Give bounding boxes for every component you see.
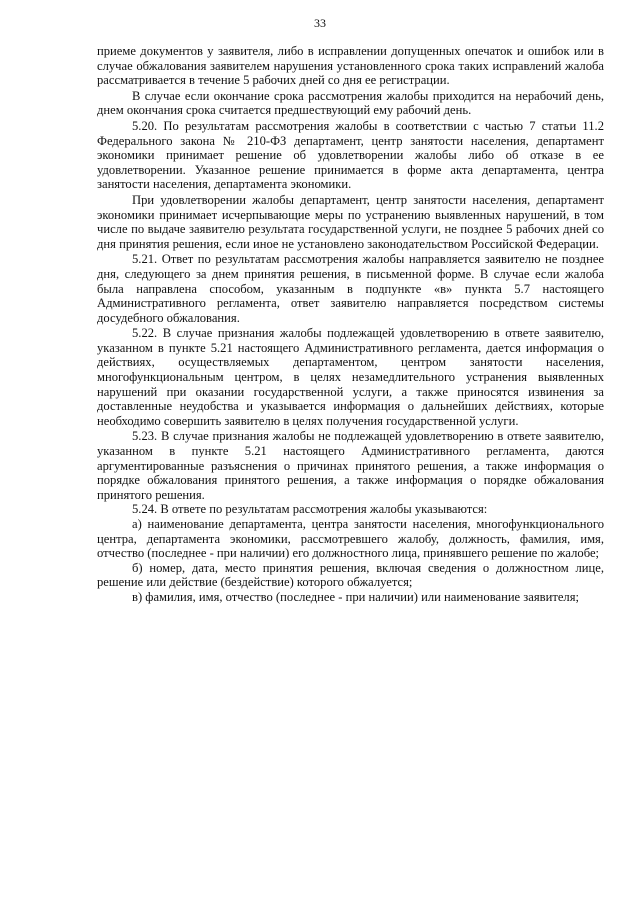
paragraph-continuation: приеме документов у заявителя, либо в исправлении допущенных опечаток и ошибок или в случае обжалования заявителем нарушения установленного срока таких исправлений жалоба рассматривается в течение 5 рабочих дней со дня ее регистрации. — [97, 44, 604, 88]
document-body — [97, 44, 604, 605]
list-item-v: в) фамилия, имя, отчество (последнее - при наличии) или наименование заявителя; — [132, 589, 580, 604]
page-number: 33 — [314, 16, 326, 30]
paragraph-5-22: 5.22. В случае признания жалобы подлежащей удовлетворению в ответе заявителю, указанном в пункте 5.21 настоящего Административного регламента, дается информация о действиях, осуществляемых департаментом, центром занятости населения, многофункциональным центром, в целях незамедлительного устранения выявленных нарушений при оказании государственной услуги, а также приносятся извинения за доставленные неудобства и указывается информация о дальнейших действиях, которые необходимо совершить заявителю в целях получения государственной услуги. — [97, 326, 604, 428]
paragraph-satisfaction-measures: При удовлетворении жалобы департамент, центр занятости населения, департамент экономики принимает исчерпывающие меры по устранению выявленных нарушений, в том числе по выдаче заявителю результата государственной услуги, не позднее 5 рабочих дней со дня принятия решения, если иное не установлено законодательством Российской Федерации. — [97, 192, 604, 251]
paragraph-5-23: 5.23. В случае признания жалобы не подлежащей удовлетворению в ответе заявителю, указанном в пункте 5.21 настоящего Административного регламента, даются аргументированные разъяснения о причинах принятого решения, а также информация о порядке обжалования принятого решения, а также информация о порядке обжалования принятого решения. — [97, 429, 604, 502]
paragraph-5-20: 5.20. По результатам рассмотрения жалобы в соответствии с частью 7 статьи 11.2 Федерального закона № 210-ФЗ департамент, центр занятости населения, департамент экономики принимает решение об удовлетворении жалобы либо об отказе в ее удовлетворении. Указанное решение принимается в форме акта департамента, центра занятости населения, департамента экономики. — [97, 118, 604, 192]
paragraph-5-24: 5.24. В ответе по результатам рассмотрения жалобы указываются: — [132, 502, 488, 517]
paragraph-deadline-nonworking-day: В случае если окончание срока рассмотрения жалобы приходится на нерабочий день, днем окончания срока считается предшествующий ему рабочий день. — [97, 88, 604, 118]
list-item-a: а) наименование департамента, центра занятости населения, многофункционального центра, департамента экономики, рассмотревшего жалобу, должность, фамилия, имя, отчество (последнее - при наличии) его должностного лица, принявшего решение по жалобе; — [97, 517, 604, 561]
paragraph-5-21: 5.21. Ответ по результатам рассмотрения жалобы направляется заявителю не позднее дня, следующего за днем принятия решения, в письменной форме. В случае если жалоба была направлена способом, указанным в подпункте «в» пункта 5.7 настоящего Административного регламента, ответ заявителю направляется посредством системы досудебного обжалования. — [97, 252, 604, 325]
list-item-b: б) номер, дата, место принятия решения, включая сведения о должностном лице, решение или действие (бездействие) которого обжалуется; — [97, 560, 604, 590]
